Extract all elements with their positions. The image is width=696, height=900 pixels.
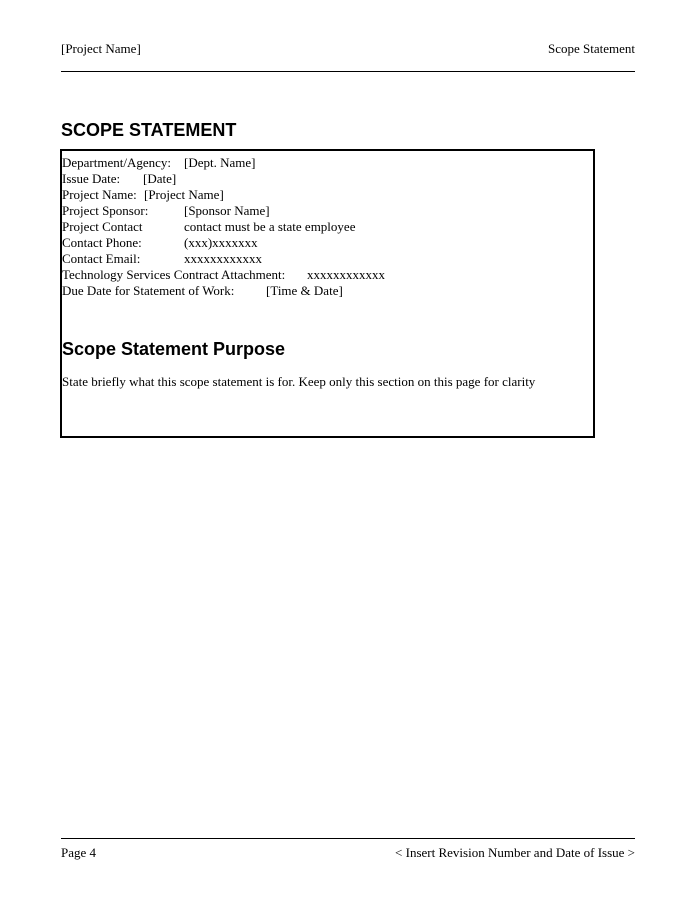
field-label: Project Contact bbox=[62, 219, 143, 234]
field-label: Project Name: bbox=[62, 187, 137, 202]
footer-rule bbox=[61, 838, 635, 839]
field-label: Contact Phone: bbox=[62, 235, 142, 250]
field-value: (xxx)xxxxxxx bbox=[184, 235, 258, 250]
field-value: contact must be a state employee bbox=[184, 219, 356, 234]
purpose-text: State briefly what this scope statement is for. Keep only this section on this page for clarity bbox=[62, 374, 536, 389]
purpose-heading: Scope Statement Purpose bbox=[62, 339, 286, 359]
field-value: xxxxxxxxxxxx bbox=[307, 267, 385, 282]
field-value: xxxxxxxxxxxx bbox=[184, 251, 262, 266]
footer-page-number: Page 4 bbox=[61, 845, 97, 860]
field-label: Contact Email: bbox=[62, 251, 141, 266]
field-value: [Dept. Name] bbox=[184, 155, 256, 170]
field-value: [Sponsor Name] bbox=[184, 203, 270, 218]
field-value: [Project Name] bbox=[144, 187, 224, 202]
header-rule bbox=[61, 71, 635, 72]
header-project-name: [Project Name] bbox=[61, 41, 141, 56]
header-doc-title: Scope Statement bbox=[547, 41, 635, 56]
field-value: [Date] bbox=[143, 171, 177, 186]
field-label: Technology Services Contract Attachment: bbox=[62, 267, 286, 282]
scope-info-box bbox=[60, 149, 595, 438]
field-label: Project Sponsor: bbox=[62, 203, 149, 218]
field-label: Due Date for Statement of Work: bbox=[62, 283, 235, 298]
page-title: SCOPE STATEMENT bbox=[61, 120, 237, 140]
field-value: [Time & Date] bbox=[266, 283, 343, 298]
footer-revision: < Insert Revision Number and Date of Issue > bbox=[395, 845, 635, 860]
field-label: Department/Agency: bbox=[62, 155, 172, 170]
field-label: Issue Date: bbox=[62, 171, 121, 186]
